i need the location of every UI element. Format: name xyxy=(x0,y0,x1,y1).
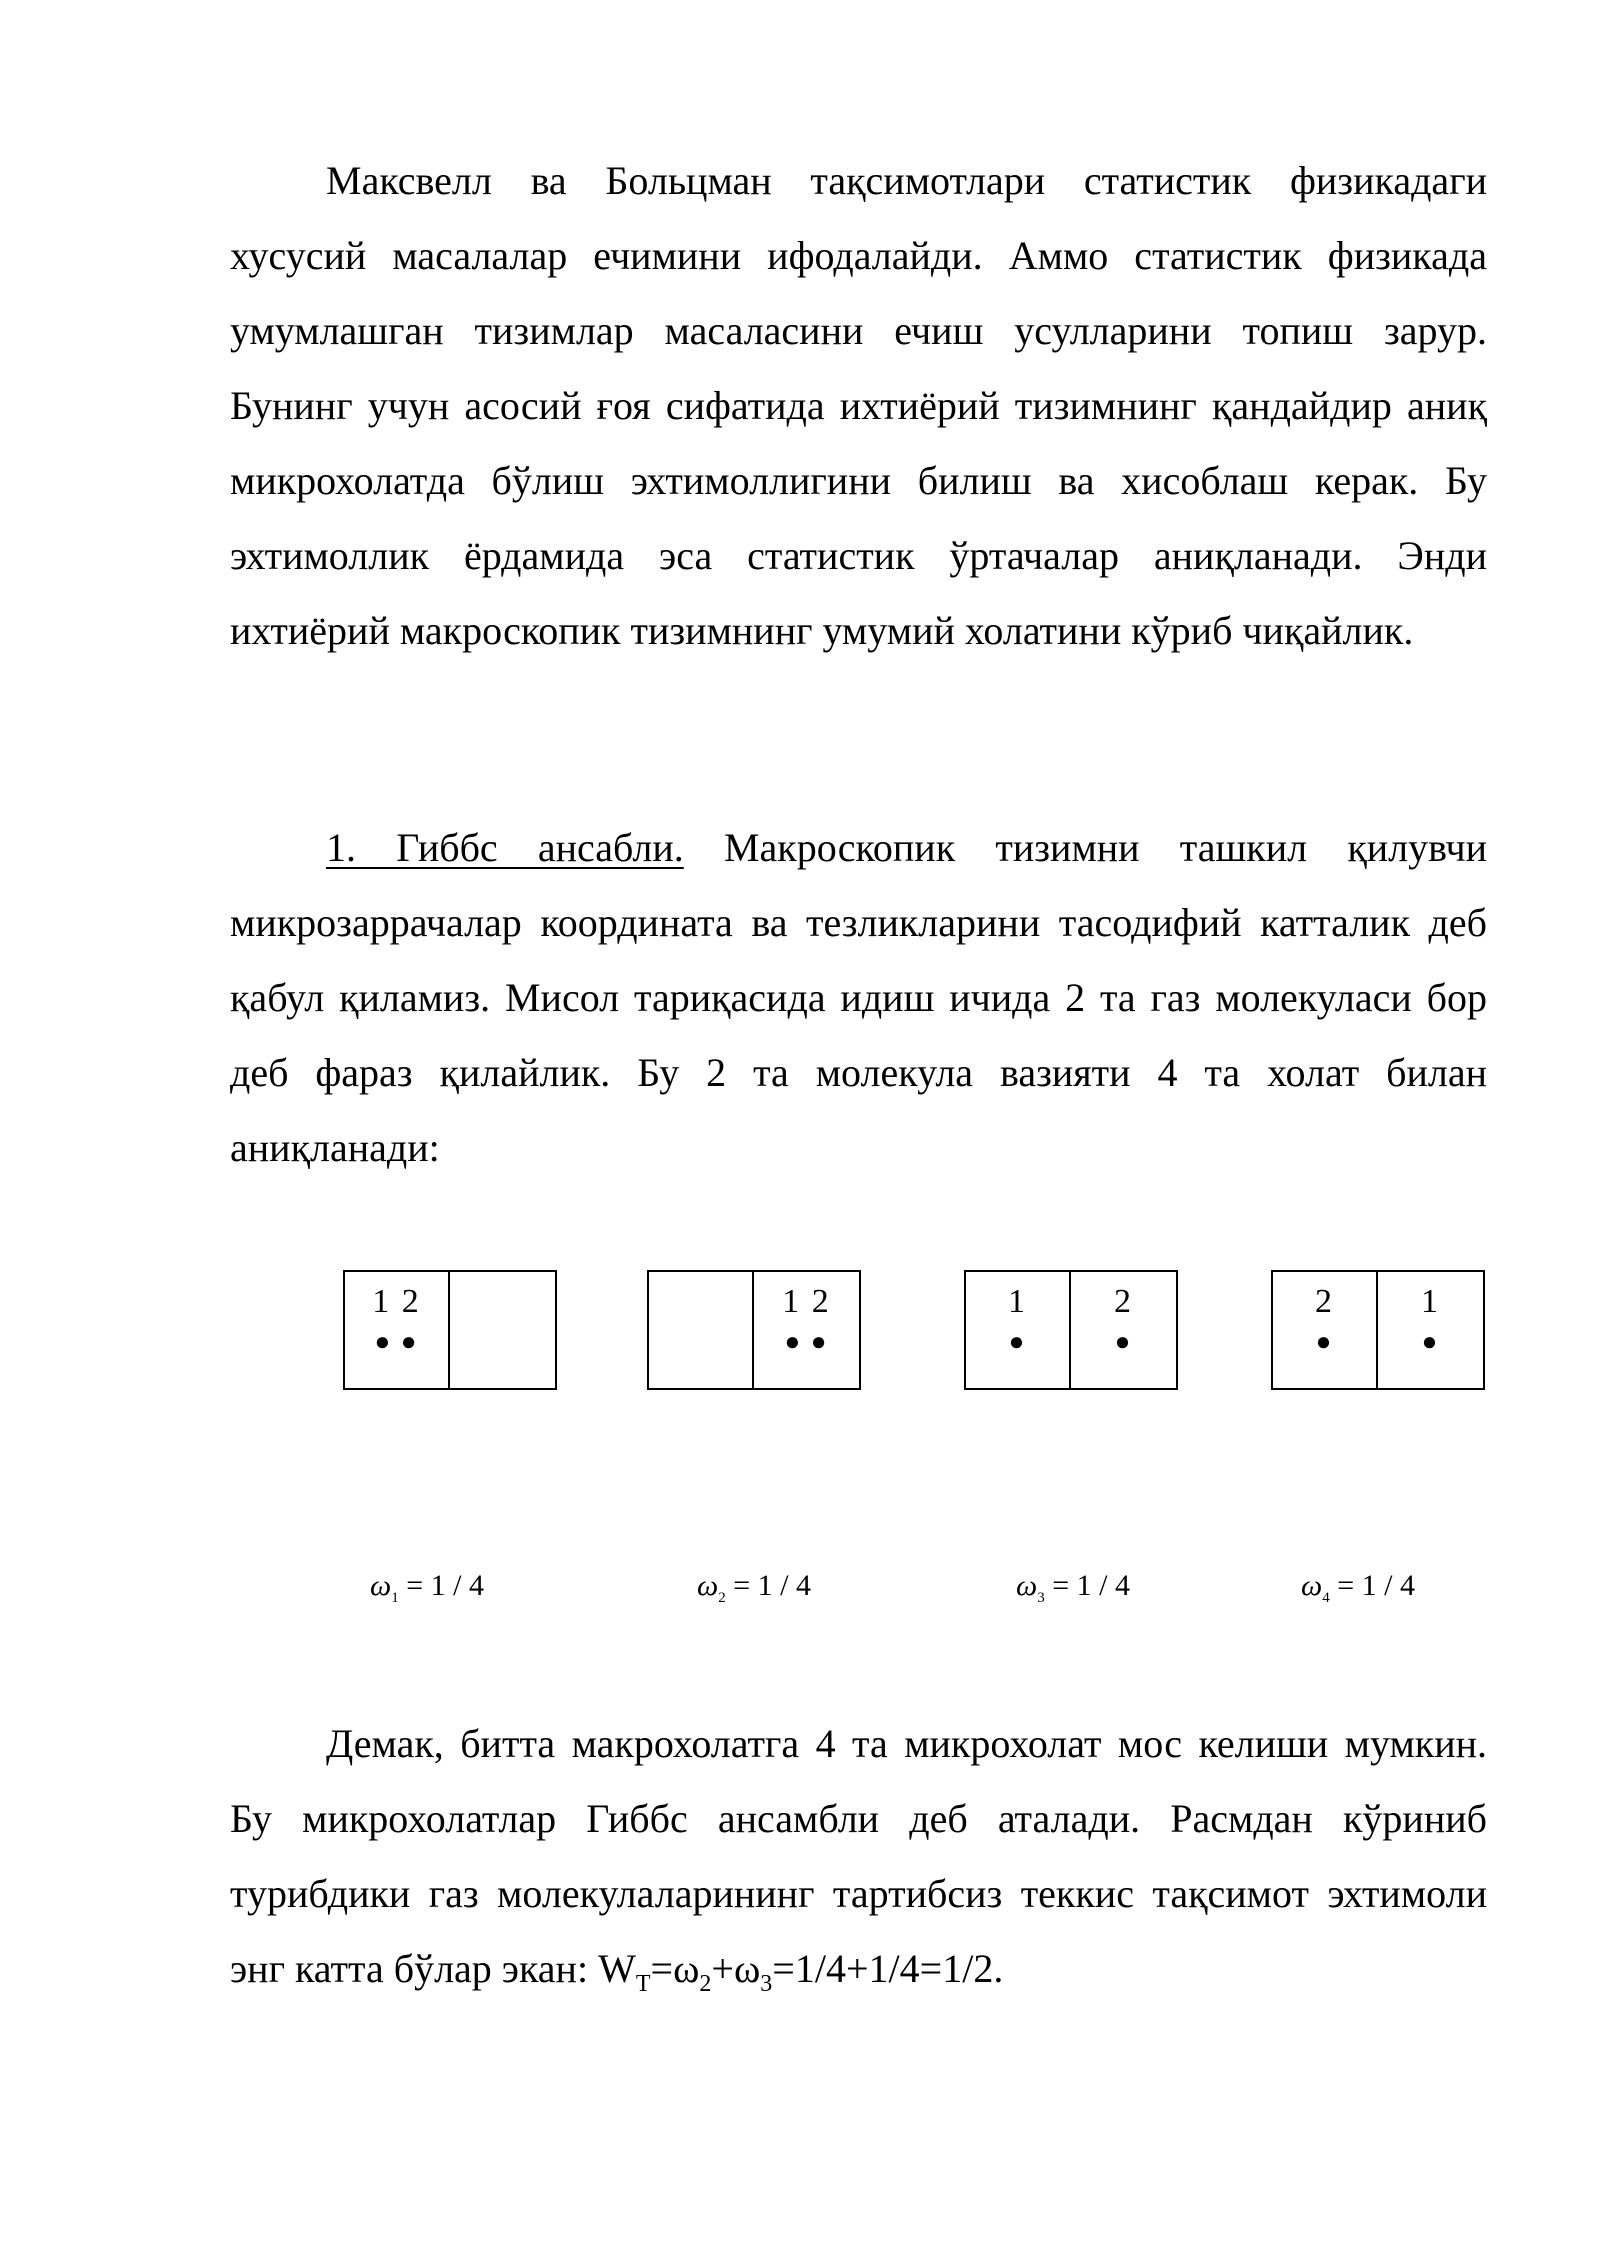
section-text: Макроскопик тизимни ташкил қилувчи микрозаррачалар координата ва тезликларини тасодифий катталик деб қабул қиламиз. Мисол тариқасида идиш ичида 2 та газ молекуласи бор деб фараз қилайлик. Бу 2 та молекула вазияти 4 та холат билан аниқланади: xyxy=(230,825,1487,1170)
molecule-dots: ● xyxy=(1421,1327,1440,1356)
left-cell xyxy=(649,1272,754,1388)
molecule-dots: ● xyxy=(1114,1327,1133,1356)
probability-4: $\omega_4 = 1 / 4$ xyxy=(1301,1569,1415,1606)
state-box-1 xyxy=(343,1270,557,1390)
cell-label: 2 xyxy=(1315,1283,1334,1320)
left-cell xyxy=(966,1272,1071,1388)
formula: $W_T=\omega_2+\omega_3=1/4+1/4=1/2$. xyxy=(598,1946,1004,1997)
cell-label: 2 xyxy=(1114,1283,1133,1320)
right-cell xyxy=(754,1272,859,1388)
conclusion-text: Демак, битта макрохолатга 4 та микрохолат мос келиши мумкин. Бу микрохолатлар Гиббс ансамбли деб аталади. Расмдан кўриниб турибдики газ молекулаларининг тартибсиз теккис тақсимот эхтимоли энг катта бўлар экан: xyxy=(230,1721,1487,1991)
state-box-3 xyxy=(964,1270,1178,1390)
document-page xyxy=(230,0,1487,2262)
left-cell xyxy=(1273,1272,1378,1388)
right-cell xyxy=(1071,1272,1176,1388)
cell-label: 1 2 xyxy=(782,1283,831,1320)
state-box-4 xyxy=(1271,1270,1485,1390)
probability-3: $\omega_3 = 1 / 4$ xyxy=(1016,1569,1130,1606)
cell-label: 1 2 xyxy=(372,1283,421,1320)
molecule-dots: ● xyxy=(1008,1327,1027,1356)
molecule-dots: ● ● xyxy=(784,1327,829,1356)
right-cell xyxy=(1378,1272,1483,1388)
state-box-2 xyxy=(647,1270,861,1390)
left-cell xyxy=(345,1272,450,1388)
paragraph-intro: Максвелл ва Больцман тақсимотлари статистик физикадаги хусусий масалалар ечимини ифодалайди. Аммо статистик физикада умумлашган тизимлар масаласини ечиш усулларини топиш зарур. Бунинг учун асосий ғоя сифатида ихтиёрий тизимнинг қандайдир аниқ микрохолатда бўлиш эхтимоллигини билиш ва хисоблаш керак. Бу эхтимоллик ёрдамида эса статистик ўртачалар аниқланади. Энди ихтиёрий макроскопик тизимнинг умумий холатини кўриб чиқайлик. xyxy=(230,158,1487,653)
section-heading: 1. Гиббс ансабли. xyxy=(326,825,684,870)
paragraph-gibbs-ensemble xyxy=(230,810,1487,1185)
cell-label: 1 xyxy=(1008,1283,1027,1320)
cell-label: 1 xyxy=(1421,1283,1440,1320)
probability-1: $\omega_1 = 1 / 4$ xyxy=(370,1569,484,1606)
probability-2: $\omega_2 = 1 / 4$ xyxy=(697,1569,811,1606)
molecule-dots: ● ● xyxy=(374,1327,419,1356)
molecule-dots: ● xyxy=(1315,1327,1334,1356)
paragraph-conclusion xyxy=(230,1706,1487,2022)
right-cell xyxy=(450,1272,555,1388)
